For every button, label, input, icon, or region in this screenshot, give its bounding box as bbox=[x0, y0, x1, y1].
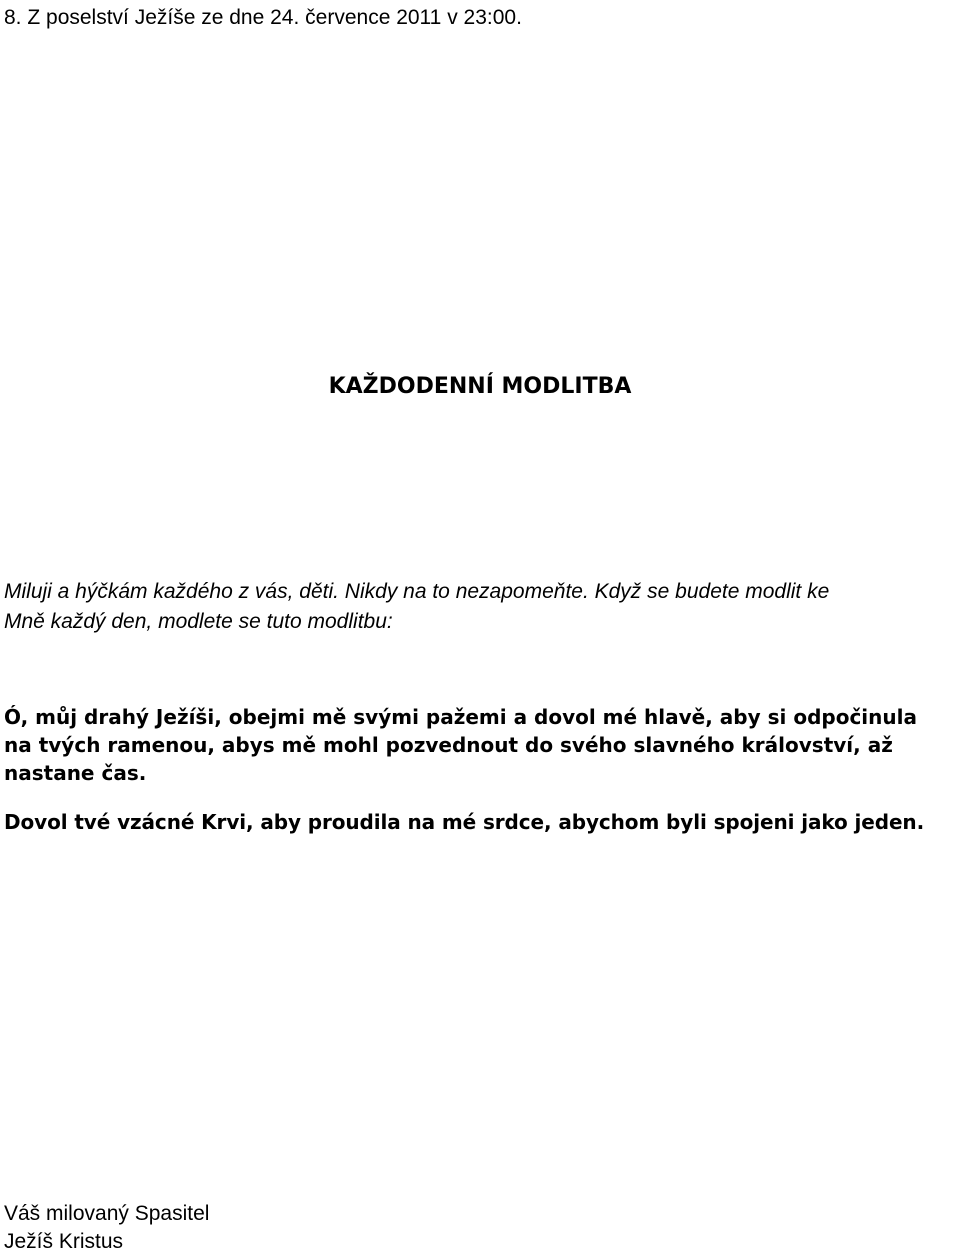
signature-block bbox=[4, 1200, 209, 1256]
intro-line: Mně každý den, modlete se tuto modlitbu: bbox=[4, 610, 393, 633]
prayer-line: nastane čas. bbox=[4, 761, 147, 785]
message-heading: 8. Z poselství Ježíše ze dne 24. července 2011 v 23:00. bbox=[4, 6, 522, 29]
signature-line: Váš milovaný Spasitel bbox=[4, 1202, 210, 1225]
intro-paragraph bbox=[4, 577, 934, 637]
prayer-line: na tvých ramenou, abys mě mohl pozvednout do svého slavného království, až bbox=[4, 733, 893, 757]
prayer-line: Dovol tvé vzácné Krvi, aby proudila na mé srdce, abychom byli spojeni jako jeden. bbox=[4, 810, 925, 834]
signature-name: Ježíš Kristus bbox=[4, 1230, 124, 1253]
prayer-paragraph-1 bbox=[4, 703, 960, 787]
prayer-title: KAŽDODENNÍ MODLITBA bbox=[328, 374, 632, 399]
prayer-line: Ó, můj drahý Ježíši, obejmi mě svými pažemi a dovol mé hlavě, aby si odpočinula bbox=[4, 705, 917, 729]
intro-line: Miluji a hýčkám každého z vás, děti. Nikdy na to nezapomeňte. Když se budete modlit ke bbox=[4, 580, 830, 603]
prayer-paragraph-2 bbox=[4, 808, 960, 836]
